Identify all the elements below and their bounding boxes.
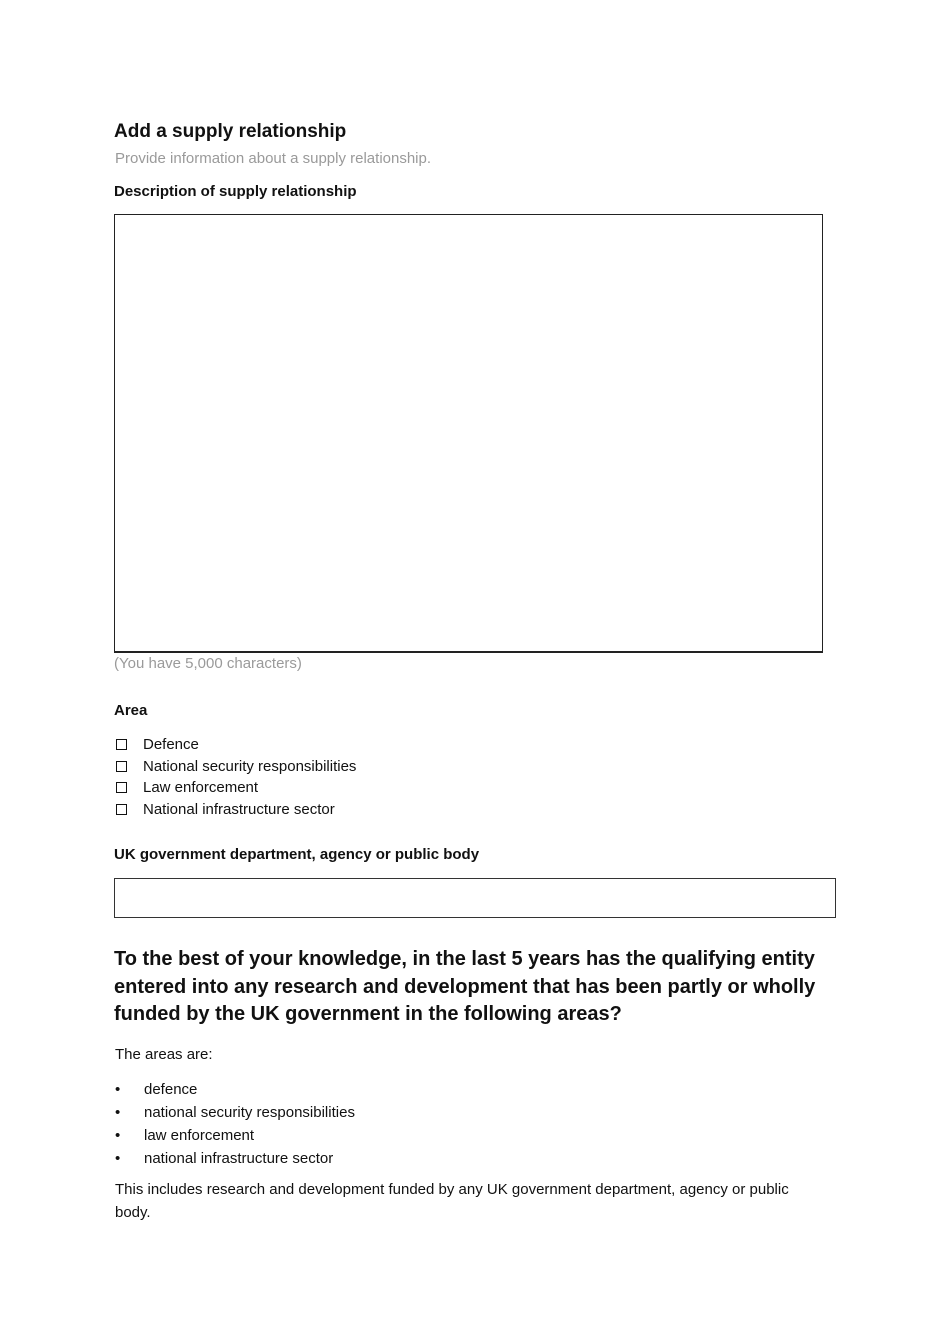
area-label: Area [114, 702, 148, 719]
list-item: • national infrastructure sector [115, 1150, 334, 1168]
area-checkbox-list [114, 734, 836, 820]
bullet-icon: • [115, 1150, 121, 1168]
area-option-national-security[interactable] [114, 756, 836, 778]
checkbox-icon[interactable] [116, 804, 127, 815]
bullet-icon: • [115, 1104, 121, 1122]
area-option-law-enforcement[interactable] [114, 777, 836, 799]
department-input[interactable] [114, 878, 836, 918]
checkbox-icon[interactable] [116, 739, 127, 750]
supply-relationship-form [114, 118, 836, 1224]
area-option-label: National security responsibilities [143, 757, 357, 775]
area-option-national-infrastructure[interactable] [114, 799, 836, 821]
research-question-heading: To the best of your knowledge, in the last 5 years has the qualifying entity entered into any research and development that has been partly or wholly funded by the UK government in the following areas? [114, 948, 816, 1025]
area-option-label: Law enforcement [143, 779, 259, 797]
areas-intro: The areas are: [115, 1046, 213, 1064]
description-textarea[interactable] [114, 214, 823, 653]
list-item: • law enforcement [115, 1127, 255, 1145]
list-item: • national security responsibilities [115, 1104, 355, 1122]
areas-bullet-list [114, 1078, 836, 1170]
character-count: (You have 5,000 characters) [114, 655, 302, 672]
department-label: UK government department, agency or public body [114, 846, 480, 863]
section-hint: Provide information about a supply relationship. [115, 150, 432, 167]
checkbox-icon[interactable] [116, 782, 127, 793]
area-option-label: National infrastructure sector [143, 800, 335, 818]
area-option-label: Defence [143, 736, 199, 754]
bullet-icon: • [115, 1081, 121, 1099]
area-option-defence[interactable] [114, 734, 836, 756]
funding-note: This includes research and development funded by any UK government department, agency or public body. [115, 1181, 789, 1222]
description-label: Description of supply relationship [114, 183, 357, 200]
list-item: • defence [115, 1081, 198, 1099]
section-title: Add a supply relationship [114, 121, 347, 142]
checkbox-icon[interactable] [116, 761, 127, 772]
bullet-icon: • [115, 1127, 121, 1145]
